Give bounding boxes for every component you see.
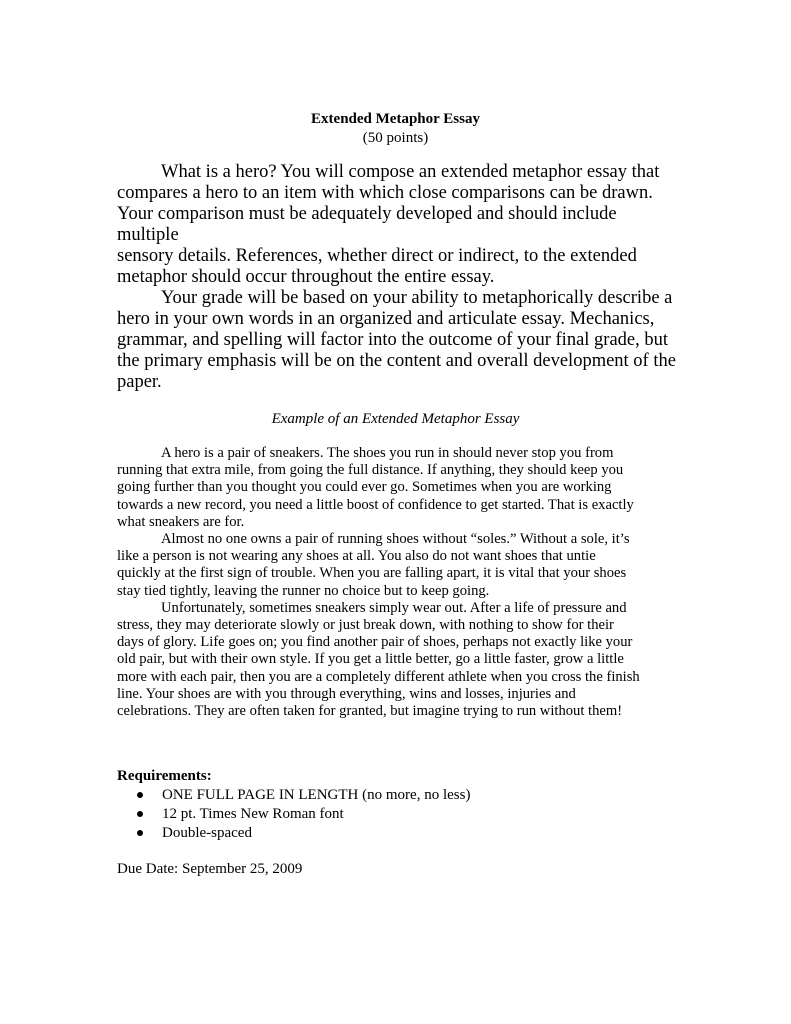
essay-line: old pair, but with their own style. If you get a little better, go a little faster, grow a little bbox=[117, 651, 624, 668]
intro-p2-line: Your grade will be based on your ability to metaphorically describe a bbox=[161, 288, 673, 308]
intro-p2-line: hero in your own words in an organized and articulate essay. Mechanics, bbox=[117, 309, 655, 329]
requirements-section bbox=[117, 767, 677, 843]
intro-p1-line: sensory details. References, whether direct or indirect, to the extended bbox=[117, 246, 637, 266]
essay-line: quickly at the first sign of trouble. When you are falling apart, it is vital that your shoes bbox=[117, 565, 627, 582]
intro-p1-line: metaphor should occur throughout the entire essay. bbox=[117, 267, 495, 287]
essay-line: Almost no one owns a pair of running shoes without “soles.” Without a sole, it’s bbox=[161, 531, 630, 548]
essay-line: celebrations. They are often taken for granted, but imagine trying to run without them! bbox=[117, 703, 623, 720]
bullet-icon bbox=[137, 811, 143, 817]
essay-line: like a person is not wearing any shoes at all. You also do not want shoes that untie bbox=[117, 548, 596, 565]
intro-p2-line: grammar, and spelling will factor into the outcome of your final grade, but bbox=[117, 330, 669, 350]
intro-paragraph-1 bbox=[117, 162, 677, 288]
requirement-item bbox=[117, 805, 677, 824]
intro-p2-line: the primary emphasis will be on the content and overall development of the bbox=[117, 351, 676, 371]
essay-line: stay tied tightly, leaving the runner no choice but to keep going. bbox=[117, 582, 490, 599]
document-title: Extended Metaphor Essay bbox=[311, 111, 480, 127]
essay-line: towards a new record, you need a little boost of confidence to get started. That is exactly bbox=[117, 496, 634, 513]
bullet-icon bbox=[137, 792, 143, 798]
intro-paragraph-2 bbox=[117, 288, 677, 393]
essay-line: days of glory. Life goes on; you find another pair of shoes, perhaps not exactly like your bbox=[117, 634, 633, 651]
example-essay bbox=[117, 445, 677, 720]
essay-line: running that extra mile, from going the full distance. If anything, they should keep you bbox=[117, 462, 624, 479]
example-heading: Example of an Extended Metaphor Essay bbox=[271, 411, 520, 427]
essay-line: stress, they may deteriorate slowly or just break down, with nothing to show for their bbox=[117, 617, 614, 634]
intro-p1-line: What is a hero? You will compose an extended metaphor essay that bbox=[161, 162, 660, 182]
requirements-heading: Requirements: bbox=[117, 768, 212, 784]
essay-line: more with each pair, then you are a completely different athlete when you cross the finish bbox=[117, 668, 640, 685]
requirement-item bbox=[117, 824, 677, 843]
essay-line: A hero is a pair of sneakers. The shoes you run in should never stop you from bbox=[161, 445, 614, 461]
essay-line: line. Your shoes are with you through everything, wins and losses, injuries and bbox=[117, 685, 576, 702]
intro-p2-line: paper. bbox=[117, 372, 162, 392]
points-label: (50 points) bbox=[362, 130, 429, 146]
essay-line: going further than you thought you could ever go. Sometimes when you are working bbox=[117, 479, 612, 496]
requirements-list bbox=[117, 786, 677, 843]
requirement-text: Double-spaced bbox=[162, 825, 252, 841]
requirement-text: 12 pt. Times New Roman font bbox=[162, 806, 344, 822]
essay-line: what sneakers are for. bbox=[117, 513, 245, 530]
intro-p1-line: compares a hero to an item with which close comparisons can be drawn. bbox=[117, 183, 653, 203]
essay-line: Unfortunately, sometimes sneakers simply wear out. After a life of pressure and bbox=[161, 599, 627, 616]
requirement-item bbox=[117, 786, 677, 805]
requirement-text: ONE FULL PAGE IN LENGTH (no more, no less) bbox=[162, 787, 471, 803]
due-date: Due Date: September 25, 2009 bbox=[117, 861, 303, 877]
intro-p1-line: Your comparison must be adequately developed and should include multiple bbox=[117, 204, 617, 245]
bullet-icon bbox=[137, 830, 143, 836]
